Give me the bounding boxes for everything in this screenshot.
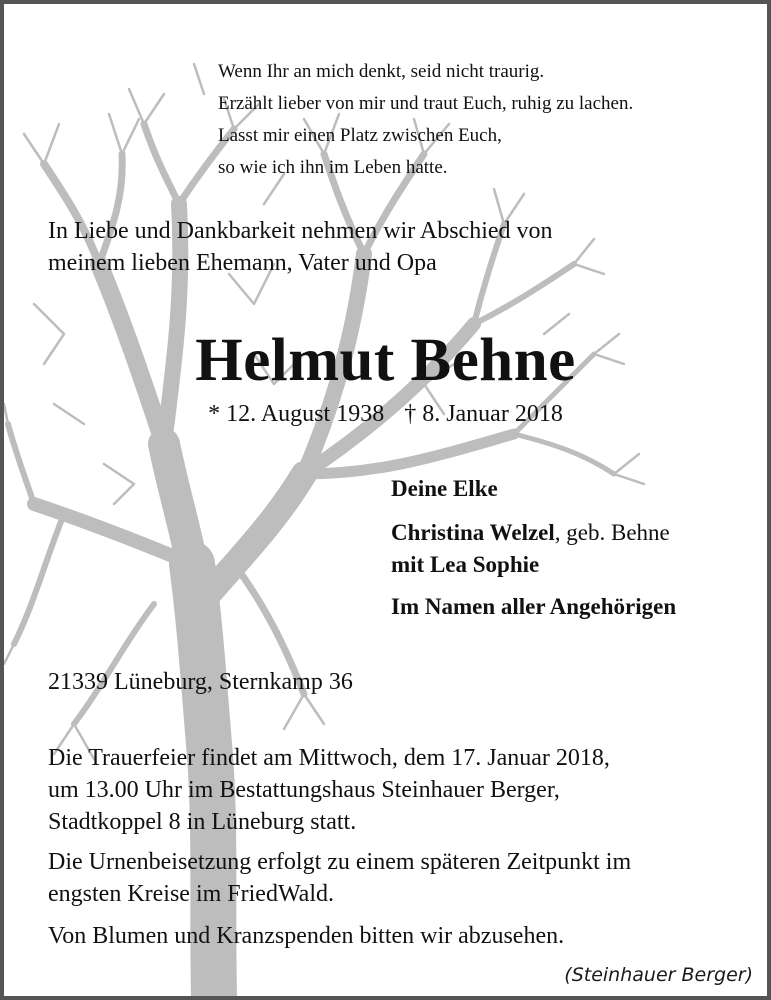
poem-line: so wie ich ihn im Leben hatte. [218,157,448,178]
life-dates [4,398,767,430]
burial-line: Die Urnenbeisetzung erfolgt zu einem späteren Zeitpunkt im [48,849,632,875]
funeral-line: Stadtkoppel 8 in Lüneburg statt. [48,809,357,835]
burial-line: engsten Kreise im FriedWald. [48,881,334,907]
funeral-home-signature: (Steinhauer Berger) [564,964,753,986]
daughter-name: Christina Welzel [391,520,555,545]
mourner-wife: Deine Elke [391,476,498,501]
poem [218,56,633,184]
funeral-line: Die Trauerfeier findet am Mittwoch, dem 17. Januar 2018, [48,745,610,771]
poem-line: Erzählt lieber von mir und traut Euch, ruhig zu lachen. [218,93,634,114]
burial-info [48,846,631,910]
funeral-line: um 13.00 Uhr im Bestattungshaus Steinhauer Berger, [48,777,560,803]
daughter-maiden-name: , geb. Behne [554,520,670,545]
address: 21339 Lüneburg, Sternkamp 36 [48,669,353,695]
mourner-others: Im Namen aller Angehörigen [391,594,677,619]
funeral-info [48,742,610,838]
flowers-note: Von Blumen und Kranzspenden bitten wir abzusehen. [48,923,565,949]
birth-date: * 12. August 1938 [208,401,385,427]
poem-line: Lasst mir einen Platz zwischen Euch, [218,125,502,146]
death-date: † 8. Januar 2018 [404,401,563,427]
mourner-daughter [391,520,670,546]
intro-line: In Liebe und Dankbarkeit nehmen wir Abschied von [48,218,553,244]
poem-line: Wenn Ihr an mich denkt, seid nicht traurig. [218,61,545,82]
mourner-grandchild: mit Lea Sophie [391,552,540,577]
intro-line: meinem lieben Ehemann, Vater und Opa [48,250,437,276]
intro-text [48,215,553,279]
deceased-name: Helmut Behne [195,327,576,394]
